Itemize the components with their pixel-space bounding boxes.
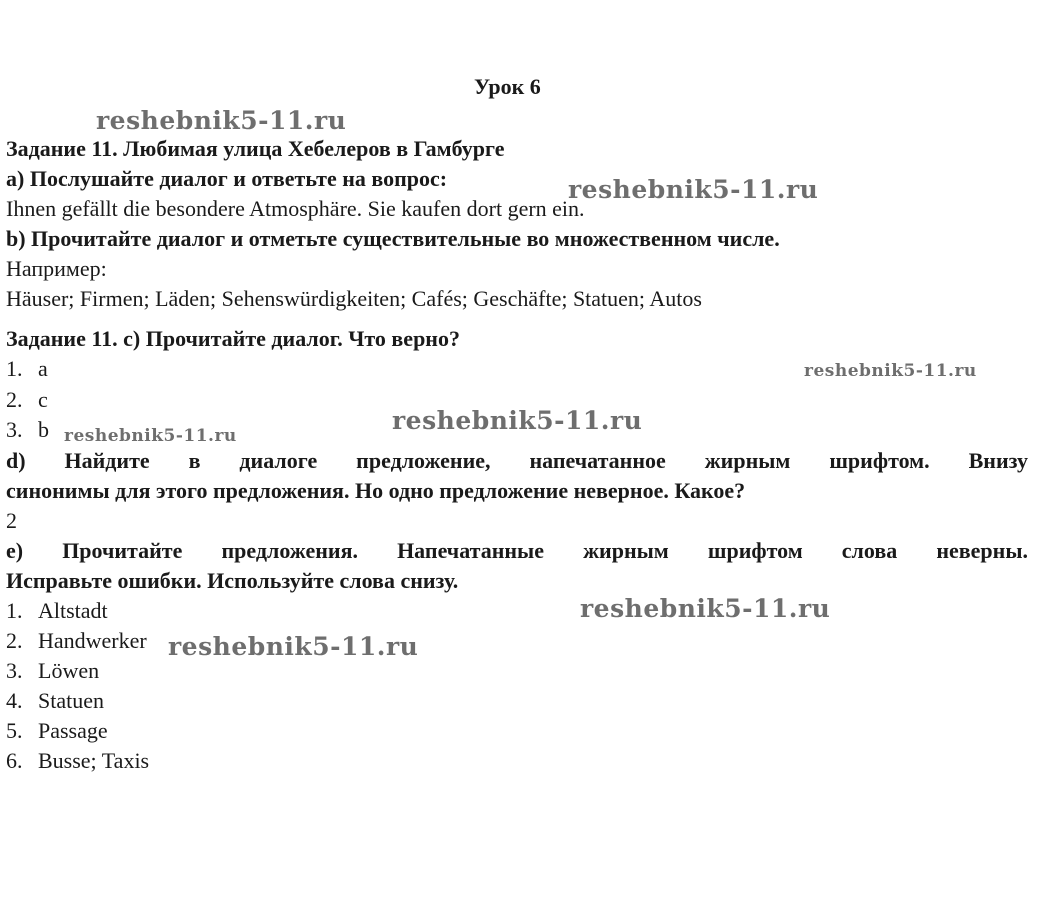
item-text: Busse; Taxis bbox=[38, 748, 150, 773]
item-text: Altstadt bbox=[38, 598, 108, 623]
item-text: Handwerker bbox=[38, 628, 147, 653]
item-text: c bbox=[38, 387, 48, 412]
item-number: 5. bbox=[6, 718, 23, 743]
part-a-question: a) Послушайте диалог и ответьте на вопрос: bbox=[6, 166, 448, 191]
item-text: Löwen bbox=[38, 658, 100, 683]
part-c-question: Задание 11. c) Прочитайте диалог. Что верно? bbox=[6, 326, 460, 351]
watermark: reshebnik5-11.ru bbox=[568, 175, 819, 204]
part-d-question-line2: синонимы для этого предложения. Но одно предложение неверное. Какое? bbox=[6, 478, 746, 503]
list-item bbox=[6, 718, 108, 744]
task-heading: Задание 11. Любимая улица Хебелеров в Гамбурге bbox=[6, 136, 505, 161]
item-number: 2. bbox=[6, 628, 23, 653]
list-item bbox=[6, 628, 147, 654]
item-number: 3. bbox=[6, 417, 23, 442]
list-item bbox=[6, 417, 49, 443]
part-b-example-label: Например: bbox=[6, 256, 107, 281]
part-e-question-line2: Исправьте ошибки. Используйте слова снизу. bbox=[6, 568, 459, 593]
part-b-question: b) Прочитайте диалог и отметьте существительные во множественном числе. bbox=[6, 226, 780, 251]
item-text: b bbox=[38, 417, 49, 442]
list-item bbox=[6, 688, 104, 714]
watermark: reshebnik5-11.ru bbox=[64, 426, 237, 446]
watermark: reshebnik5-11.ru bbox=[392, 406, 643, 435]
watermark: reshebnik5-11.ru bbox=[804, 361, 977, 381]
item-number: 1. bbox=[6, 356, 23, 381]
list-item bbox=[6, 598, 108, 624]
part-a-answer: Ihnen gefällt die besondere Atmosphäre. Sie kaufen dort gern ein. bbox=[6, 196, 585, 221]
part-d-question-line1: d) Найдите в диалоге предложение, напечатанное жирным шрифтом. Внизу bbox=[6, 448, 1028, 473]
item-text: a bbox=[38, 356, 48, 381]
list-item bbox=[6, 658, 99, 684]
part-e-question-line1: e) Прочитайте предложения. Напечатанные жирным шрифтом слова неверны. bbox=[6, 538, 1028, 563]
lesson-title: Урок 6 bbox=[474, 74, 541, 99]
list-item bbox=[6, 387, 48, 413]
item-number: 4. bbox=[6, 688, 23, 713]
item-number: 2. bbox=[6, 387, 23, 412]
item-number: 1. bbox=[6, 598, 23, 623]
list-item bbox=[6, 356, 48, 382]
item-number: 6. bbox=[6, 748, 23, 773]
part-b-answer: Häuser; Firmen; Läden; Sehenswürdigkeiten; Cafés; Geschäfte; Statuen; Autos bbox=[6, 286, 702, 311]
part-d-answer: 2 bbox=[6, 508, 17, 533]
item-text: Statuen bbox=[38, 688, 104, 713]
watermark: reshebnik5-11.ru bbox=[168, 632, 419, 661]
item-number: 3. bbox=[6, 658, 23, 683]
watermark: reshebnik5-11.ru bbox=[580, 594, 831, 623]
watermark: reshebnik5-11.ru bbox=[96, 106, 347, 135]
item-text: Passage bbox=[38, 718, 108, 743]
list-item bbox=[6, 748, 149, 774]
